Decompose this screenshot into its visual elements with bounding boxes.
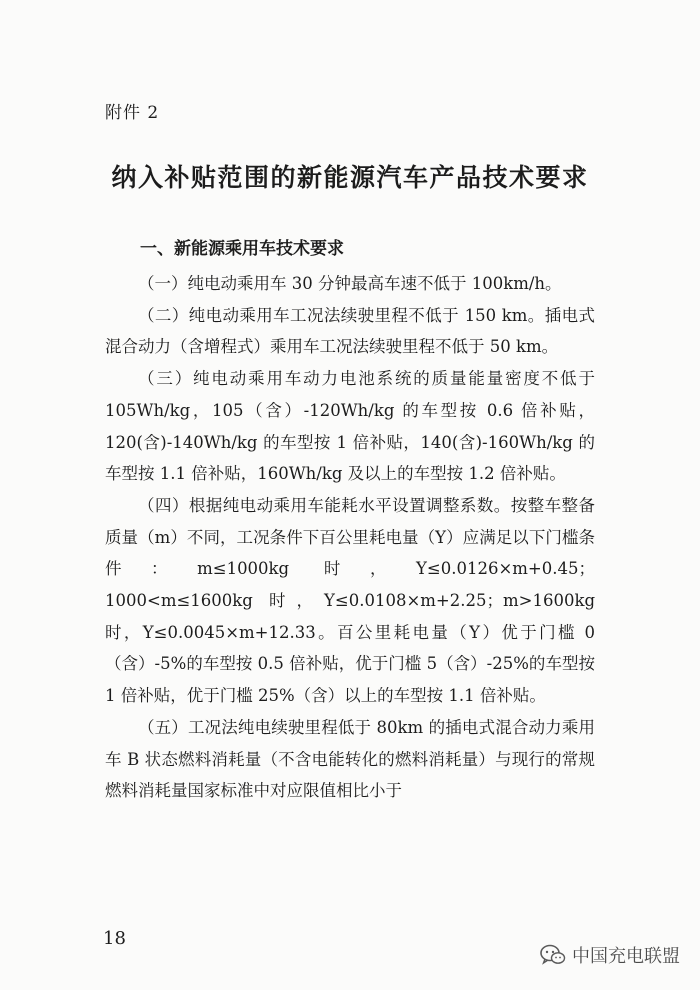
paragraph-3: （三）纯电动乘用车动力电池系统的质量能量密度不低于 105Wh/kg，105（含）-120Wh/kg 的车型按 0.6 倍补贴，120(含)-140Wh/kg 的车型按 1 倍补贴，140(含)-160Wh/kg 的车型按 1.1 倍补贴，160Wh/kg 及以上的车型按 1.2 倍补贴。 [105, 369, 595, 484]
wechat-icon [540, 944, 566, 966]
attachment-label: 附件 2 [105, 103, 160, 123]
document-body [105, 268, 595, 807]
page-number: 18 [103, 928, 126, 949]
paragraph-5: （五）工况法纯电续驶里程低于 80km 的插电式混合动力乘用车 B 状态燃料消耗量（不含电能转化的燃料消耗量）与现行的常规燃料消耗量国家标准中对应限值相比小于 [105, 717, 595, 801]
document-title: 纳入补贴范围的新能源汽车产品技术要求 [111, 163, 589, 192]
section-heading: 一、新能源乘用车技术要求 [140, 239, 344, 259]
watermark-text: 中国充电联盟 [572, 946, 680, 967]
paragraph-2: （二）纯电动乘用车工况法续驶里程不低于 150 km。插电式混合动力（含增程式）乘用车工况法续驶里程不低于 50 km。 [105, 305, 595, 357]
watermark [540, 942, 680, 968]
paragraph-4: （四）根据纯电动乘用车能耗水平设置调整系数。按整车整备质量（m）不同，工况条件下百公里耗电量（Y）应满足以下门槛条件：m≤1000kg 时，Y≤0.0126×m+0.45；1000<m≤1600kg 时，Y≤0.0108×m+2.25；m>1600kg 时，Y≤0.0045×m+12.33。百公里耗电量（Y）优于门槛 0（含）-5%的车型按 0.5 倍补贴，优于门槛 5（含）-25%的车型按 1 倍补贴，优于门槛 25%（含）以上的车型按 1.1 倍补贴。 [105, 495, 595, 706]
paragraph-1: （一）纯电动乘用车 30 分钟最高车速不低于 100km/h。 [138, 274, 562, 293]
